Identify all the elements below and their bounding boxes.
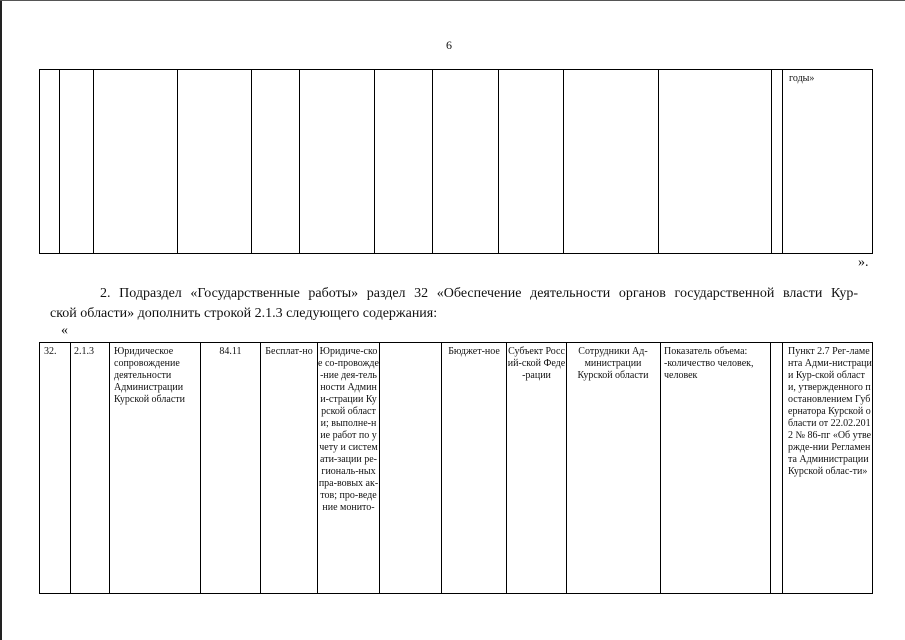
new-row-table xyxy=(39,342,873,594)
cell-budget-type: Бюджет-ное xyxy=(448,346,500,357)
page-number: 6 xyxy=(446,38,452,52)
cell-work-content: Юридиче-ское со-провожде-ние дея-тельности Админи-страции Курской области; выполне-ние работ по учету и системати-зации ре-гиональ-ных пра-вовых ак-тов; про-ведение монито- xyxy=(318,346,379,513)
cell-code: 2.1.3 xyxy=(74,346,94,357)
closing-quote: ». xyxy=(858,255,869,270)
paragraph-line-2: ской области» дополнить строкой 2.1.3 следующего содержания: xyxy=(50,306,438,321)
cell-legal-basis: Пункт 2.7 Рег-ламента Адми-нистрации Кур-ской области, утвержденного постановлением Губернатора Курской области от 22.02.2012 № 86-пг «Об утвержде-нии Регламента Администрации Курской облас-ти» xyxy=(788,346,872,477)
cell-payment: Бесплат-но xyxy=(265,346,313,357)
opening-quote: « xyxy=(61,323,68,338)
top-table-last-cell: годы» xyxy=(789,73,815,84)
cell-work-name: Юридическое сопровождение деятельности Администрации Курской области xyxy=(114,346,185,405)
scan-left-edge xyxy=(0,0,2,640)
cell-volume-indicator: Показатель объема: -количество человек, человек xyxy=(664,346,754,381)
amendment-paragraph xyxy=(50,284,858,324)
cell-okved: 84.11 xyxy=(219,346,242,357)
paragraph-line-1: 2. Подраздел «Государственные работы» раздел 32 «Обеспечение деятельности органов государственной власти Кур- xyxy=(100,286,858,301)
top-table xyxy=(39,69,873,254)
cell-row-number: 32. xyxy=(44,346,57,357)
cell-subject: Субъект Россий-ской Феде-рации xyxy=(507,346,566,381)
scan-top-edge xyxy=(0,0,905,1)
cell-consumers: Сотрудники Ад-министрации Курской области xyxy=(577,346,649,381)
